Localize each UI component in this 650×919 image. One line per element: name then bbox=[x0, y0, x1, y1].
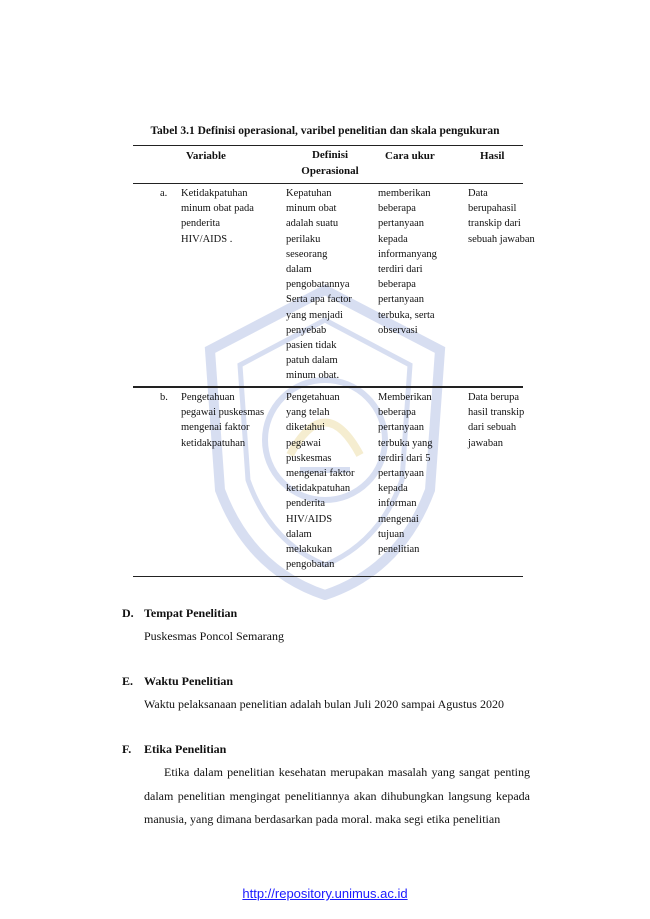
table-caption: Tabel 3.1 Definisi operasional, varibel penelitian dan skala pengukuran bbox=[150, 125, 500, 137]
section-e-letter: E. bbox=[122, 674, 134, 688]
table-top-rule bbox=[133, 145, 523, 146]
row-b-definition: Pengetahuan yang telah diketahui pegawai puskesmas mengenai faktor ketidakpatuhan penderita HIV/AIDS dalam melakukan pengobatan bbox=[286, 392, 355, 571]
section-f-letter: F. bbox=[122, 742, 132, 756]
section-f-heading bbox=[122, 742, 226, 757]
row-b-variable: Pengetahuan pegawai puskesmas mengenai faktor ketidakpatuhan bbox=[181, 392, 265, 449]
row-b-result: Data berupa hasil transkip dari sebuah jawaban bbox=[468, 392, 525, 449]
repository-link[interactable]: http://repository.unimus.ac.id bbox=[242, 886, 408, 901]
row-a-definition: Kepatuhan minum obat adalah suatu perilaku seseorang dalam pengobatannya Serta apa factor yang menjadi penyebab pasien tidak patuh dalam minum obat. bbox=[286, 188, 352, 382]
section-f-text: Etika dalam penelitian kesehatan merupakan masalah yang sangat penting dalam penelitian mengingat penelitiannya akan dihubungkan langsung kepada manusia, yang dimana berdasarkan pada moral. maka segi etika penelitian bbox=[144, 765, 530, 826]
section-e-title: Waktu Penelitian bbox=[144, 674, 234, 688]
row-a-result: Data berupahasil transkip dari sebuah jawaban bbox=[468, 188, 535, 245]
row-a-variable: Ketidakpatuhan minum obat pada penderita HIV/AIDS . bbox=[181, 188, 254, 245]
table-bottom-rule bbox=[133, 576, 523, 577]
header-hasil: Hasil bbox=[480, 150, 505, 162]
header-variable: Variable bbox=[186, 150, 226, 162]
section-d-heading bbox=[122, 606, 237, 621]
section-d-text: Puskesmas Poncol Semarang bbox=[144, 629, 284, 643]
section-e-heading bbox=[122, 674, 233, 689]
table-header-rule bbox=[133, 183, 523, 184]
section-f-title: Etika Penelitian bbox=[144, 742, 227, 756]
table-row-divider bbox=[133, 386, 523, 388]
row-a-number: a. bbox=[160, 188, 168, 199]
section-e-text: Waktu pelaksanaan penelitian adalah bulan Juli 2020 sampai Agustus 2020 bbox=[144, 697, 504, 711]
header-cara-ukur: Cara ukur bbox=[385, 150, 435, 162]
header-definisi: Definisi Operasional bbox=[301, 149, 359, 177]
section-d-title: Tempat Penelitian bbox=[144, 606, 238, 620]
section-d-letter: D. bbox=[122, 606, 134, 620]
row-b-method: Memberikan beberapa pertanyaan terbuka yang terdiri dari 5 pertanyaan kepada informan mengenai tujuan penelitian bbox=[378, 392, 433, 556]
row-a-method: memberikan beberapa pertanyaan kepada informanyang terdiri dari beberapa pertanyaan terbuka, serta observasi bbox=[378, 188, 437, 336]
row-b-number: b. bbox=[160, 392, 168, 403]
